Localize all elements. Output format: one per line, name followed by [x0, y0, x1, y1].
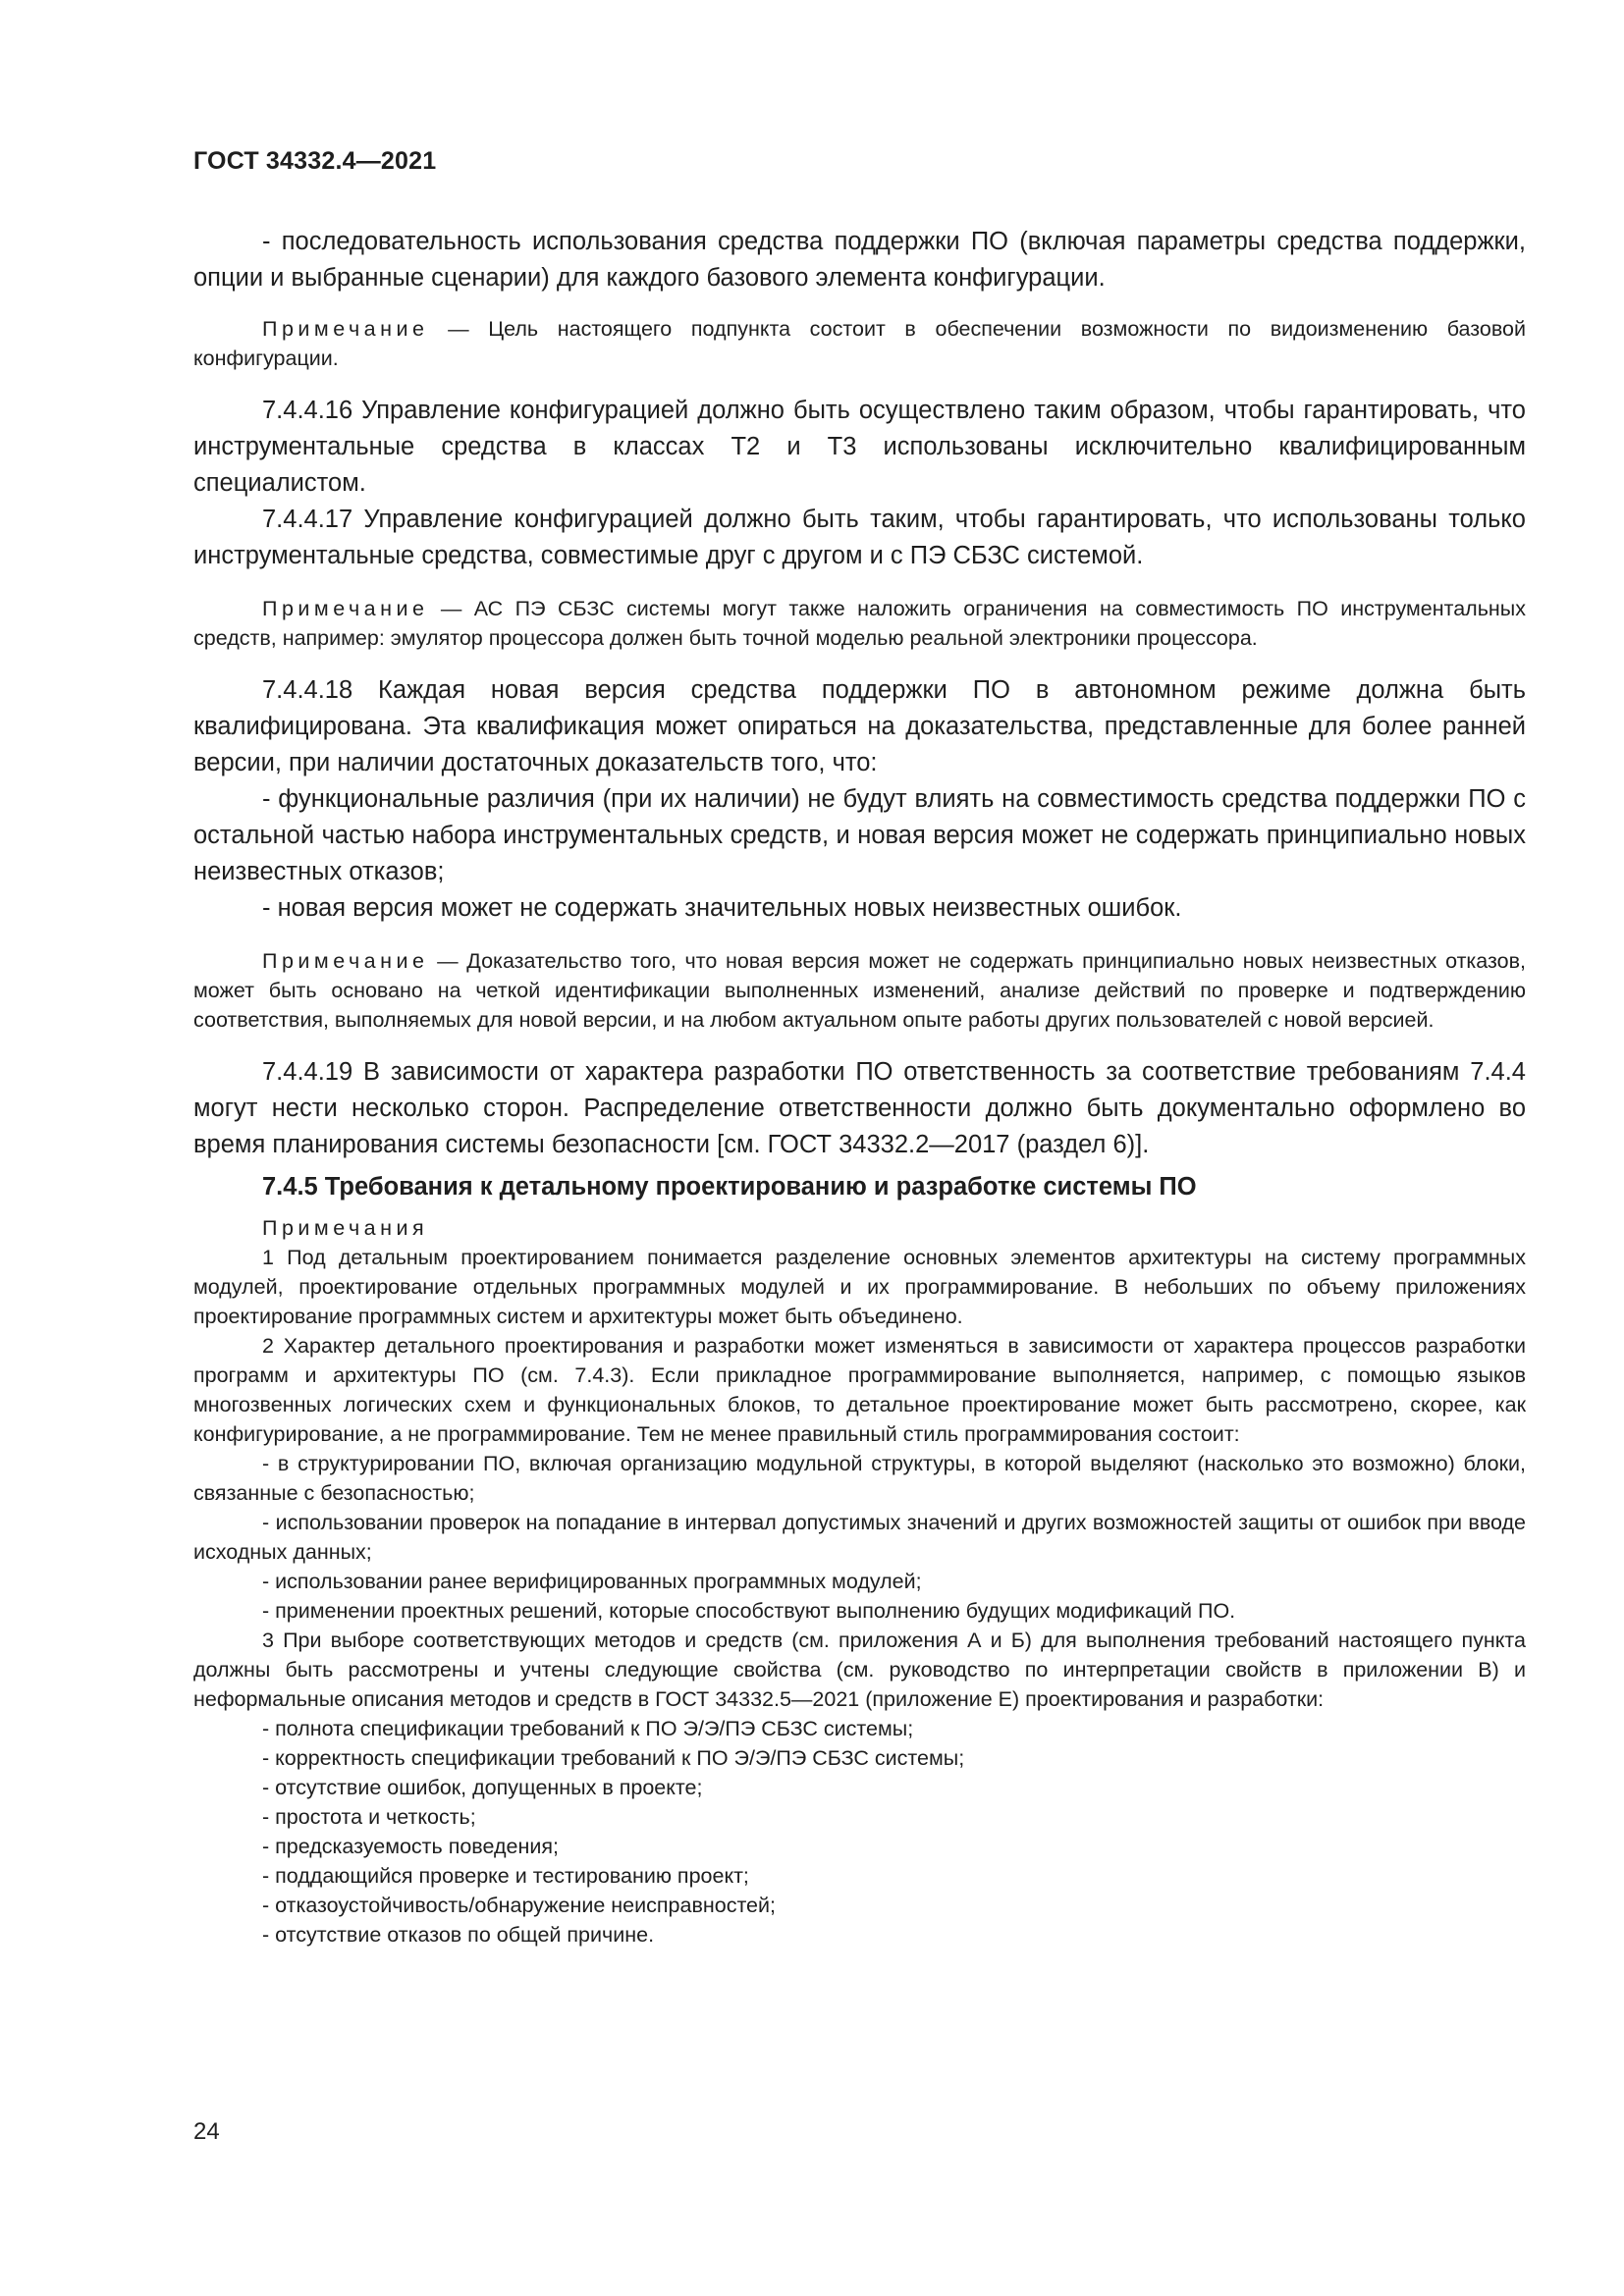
document-header: ГОСТ 34332.4—2021	[193, 147, 437, 175]
note-item: - полнота спецификации требований к ПО Э/Э/ПЭ СБЗС системы;	[262, 1717, 914, 1740]
paragraph-7-4-4-19: 7.4.4.19 В зависимости от характера разработки ПО ответственность за соответствие требованиям 7.4.4 могут нести несколько сторон. Распределение ответственности должно быть документально оформлено во время планирования системы безопасности [см. ГОСТ 34332.2—2017 (раздел 6)].	[193, 1058, 1526, 1158]
note-text: — АС ПЭ СБЗС системы могут также наложить ограничения на совместимость ПО инструментальных средств, например: эмулятор процессора должен быть точной моделью реальной электроники процессора.	[193, 597, 1526, 650]
note-label: Примечание	[262, 949, 429, 973]
note-text: — Доказательство того, что новая версия может не содержать принципиально новых неизвестных отказов, может быть основано на четкой идентификации выполненных изменений, анализе действий по проверке и подтверждению соответствия, выполняемых для новой версии, и на любом актуальном опыте работы других пользователей с новой версией.	[193, 949, 1526, 1032]
note-item: - в структурировании ПО, включая организацию модульной структуры, в которой выделяют (насколько это возможно) блоки, связанные с безопасностью;	[193, 1452, 1526, 1505]
paragraph-7-4-4-18: 7.4.4.18 Каждая новая версия средства поддержки ПО в автономном режиме должна быть квалифицирована. Эта квалификация может опираться на доказательства, представленные для более ранней версии, при наличии достаточных доказательств того, что:	[193, 676, 1526, 776]
note-item: 2 Характер детального проектирования и разработки может изменяться в зависимости от характера процессов разработки программ и архитектуры ПО (см. 7.4.3). Если прикладное программирование выполняется, например, с помощью языков многозвенных логических схем и функциональных блоков, то детальное проектирование может быть рассмотрено, скорее, как конфигурирование, а не программирование. Тем не менее правильный стиль программирования состоит:	[193, 1334, 1526, 1446]
note-item: - корректность спецификации требований к ПО Э/Э/ПЭ СБЗС системы;	[262, 1746, 965, 1770]
note-item: - отсутствие ошибок, допущенных в проекте;	[262, 1776, 703, 1799]
note-item: - предсказуемость поведения;	[262, 1835, 559, 1858]
page-body	[193, 224, 1526, 1949]
section-heading-7-4-5: 7.4.5 Требования к детальному проектированию и разработке системы ПО	[262, 1173, 1197, 1201]
note-item: - простота и четкость;	[262, 1805, 476, 1829]
notes-label	[193, 1213, 1526, 1243]
note-item: 3 При выборе соответствующих методов и средств (см. приложения А и Б) для выполнения требований настоящего пункта должны быть рассмотрены и учтены следующие свойства (см. руководство по интерпретации свойств в приложении В) и неформальные описания методов и средств в ГОСТ 34332.5—2021 (приложение Е) проектирования и разработки:	[193, 1629, 1526, 1711]
paragraph-7-4-4-18-item-b: - новая версия может не содержать значительных новых неизвестных ошибок.	[262, 894, 1182, 922]
paragraph-sequence: - последовательность использования средства поддержки ПО (включая параметры средства поддержки, опции и выбранные сценарии) для каждого базового элемента конфигурации.	[193, 228, 1526, 292]
note-item: - использовании ранее верифицированных программных модулей;	[262, 1570, 922, 1593]
note-1	[193, 314, 1526, 373]
note-item: 1 Под детальным проектированием понимается разделение основных элементов архитектуры на систему программных модулей, проектирование отдельных программных модулей и их программирование. В небольших по объему приложениях проектирование программных систем и архитектуры может быть объединено.	[193, 1246, 1526, 1328]
note-2	[193, 594, 1526, 653]
note-label: Примечание	[262, 597, 429, 620]
notes-label-text: Примечания	[262, 1216, 429, 1240]
paragraph-7-4-4-16: 7.4.4.16 Управление конфигурацией должно быть осуществлено таким образом, чтобы гарантировать, что инструментальные средства в классах Т2 и Т3 использованы исключительно квалифицированным специалистом.	[193, 397, 1526, 497]
note-item: - отсутствие отказов по общей причине.	[262, 1923, 655, 1947]
page-number: 24	[193, 2118, 220, 2145]
note-label: Примечание	[262, 317, 429, 341]
paragraph-7-4-4-18-item-a: - функциональные различия (при их наличии) не будут влиять на совместимость средства поддержки ПО с остальной частью набора инструментальных средств, и новая версия может не содержать принципиально новых неизвестных отказов;	[193, 785, 1526, 885]
paragraph-7-4-4-17: 7.4.4.17 Управление конфигурацией должно быть таким, чтобы гарантировать, что использованы только инструментальные средства, совместимые друг с другом и с ПЭ СБЗС системой.	[193, 506, 1526, 569]
note-item: - применении проектных решений, которые способствуют выполнению будущих модификаций ПО.	[262, 1599, 1236, 1623]
note-item: - использовании проверок на попадание в интервал допустимых значений и других возможностей защиты от ошибок при вводе исходных данных;	[193, 1511, 1526, 1564]
note-3	[193, 946, 1526, 1035]
note-item: - отказоустойчивость/обнаружение неисправностей;	[262, 1894, 777, 1917]
note-item: - поддающийся проверке и тестированию проект;	[262, 1864, 749, 1888]
note-text: — Цель настоящего подпункта состоит в обеспечении возможности по видоизменению базовой конфигурации.	[193, 317, 1526, 370]
